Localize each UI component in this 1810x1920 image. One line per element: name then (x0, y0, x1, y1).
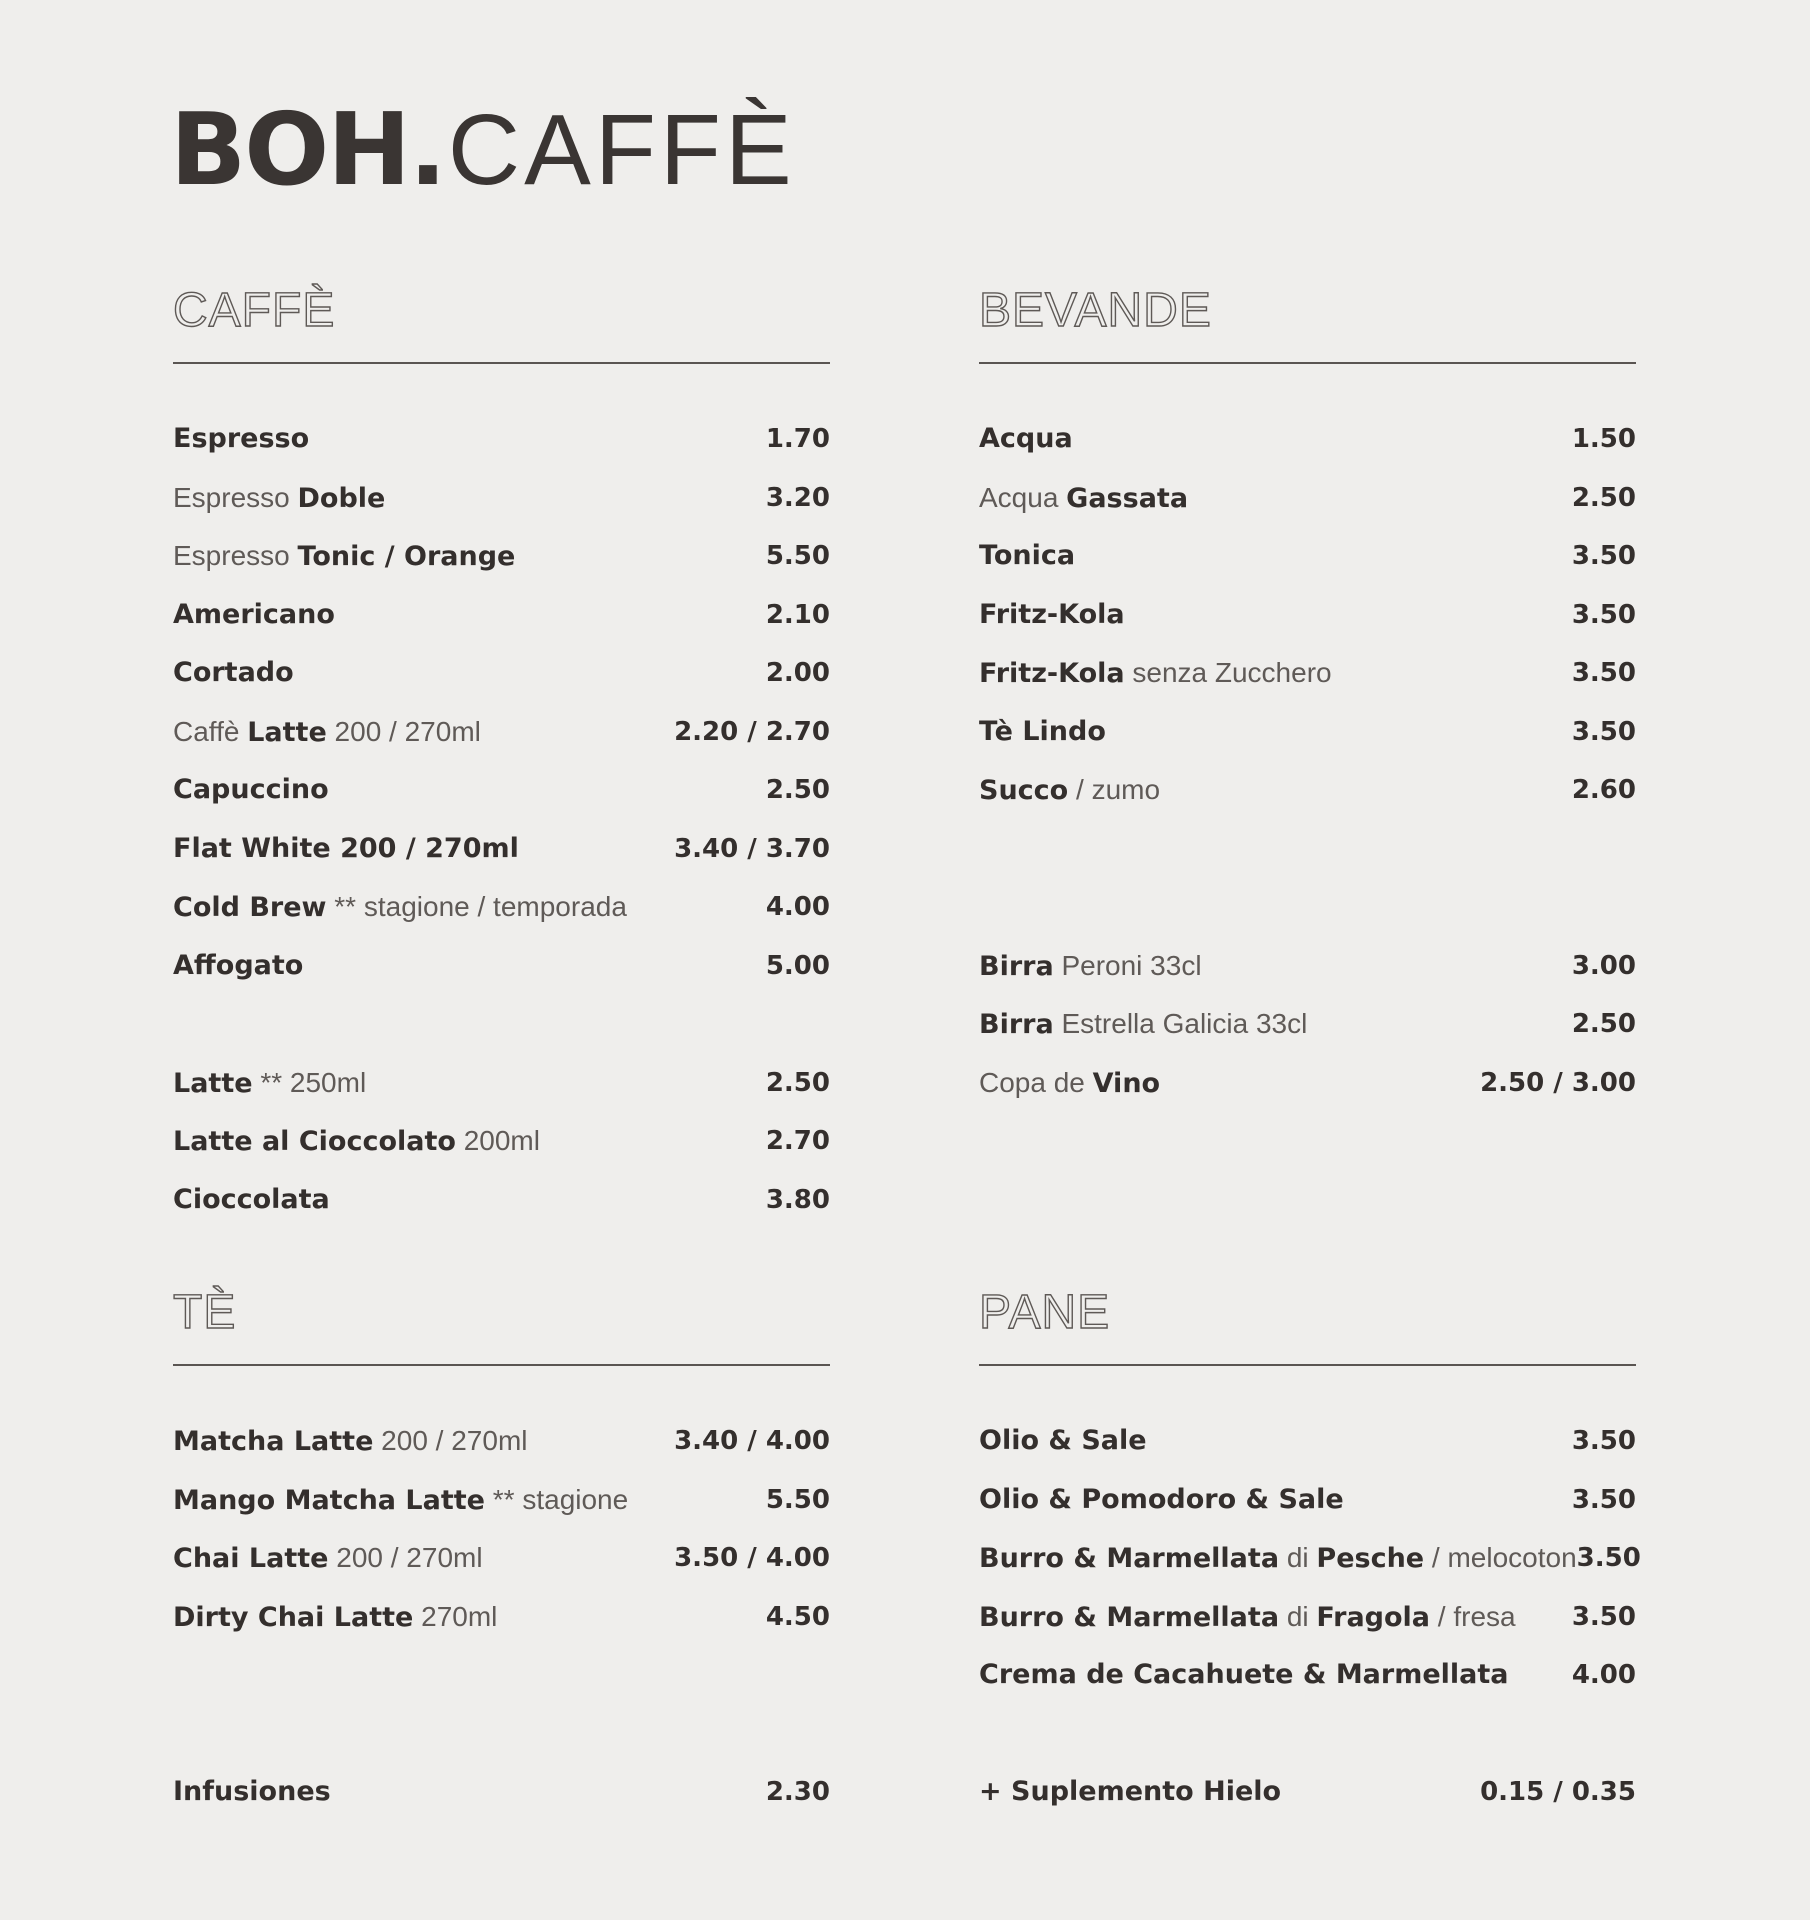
menu-item-name-part: + Suplemento Hielo (979, 1776, 1282, 1807)
menu-item-name-part: Doble (297, 482, 386, 514)
menu-item-name-part: Chai Latte (173, 1543, 329, 1574)
menu-item-name-part: Infusiones (173, 1776, 331, 1807)
menu-item-name (979, 1054, 1160, 1113)
menu-item (173, 761, 830, 820)
menu-item-name-part: Fragola (1316, 1601, 1431, 1633)
menu-item-name-part: Latte (173, 1067, 253, 1099)
menu-item-name-part: Mango Matcha Latte (173, 1484, 485, 1516)
menu-item (173, 703, 830, 762)
menu-item-name-part: Cioccolata (173, 1183, 330, 1215)
menu-item (979, 527, 1636, 586)
section-divider (979, 362, 1636, 364)
menu-item-name-part: Peroni 33cl (1053, 949, 1202, 981)
menu-item (173, 1412, 830, 1471)
menu-item-name (173, 527, 515, 586)
menu-item (173, 1054, 830, 1113)
menu-item-name-part: Espresso (173, 540, 298, 571)
menu-item-name-part: Burro & Marmellata (979, 1543, 1280, 1574)
section-te (173, 1278, 830, 1822)
logo-name: CAFFÈ (447, 94, 796, 206)
menu-item-price: 3.50 (1571, 716, 1636, 747)
menu-item (173, 1529, 830, 1588)
menu-item (979, 937, 1636, 996)
menu-item-price: 3.80 (765, 1184, 830, 1215)
menu-item-name-part: / fresa (1430, 1600, 1516, 1632)
menu-item-price: 2.50 / 3.00 (1480, 1067, 1636, 1098)
menu-item (173, 937, 830, 996)
menu-item-name (173, 820, 519, 879)
menu-item-price: 2.50 (1571, 482, 1636, 513)
menu-item (979, 1412, 1636, 1471)
menu-item-name-part: Latte (247, 716, 327, 748)
menu-item-name-part: Espresso (173, 481, 298, 513)
menu-item-name-part: Succo (979, 775, 1069, 806)
section-caffe (173, 276, 830, 1229)
menu-item (979, 1763, 1636, 1822)
menu-item-name-part: / zumo (1068, 774, 1161, 805)
menu-item-name (979, 527, 1075, 586)
menu-item-name (173, 1588, 497, 1647)
menu-item-name-part: Burro & Marmellata (979, 1601, 1280, 1633)
menu-item (173, 1471, 830, 1530)
menu-item-name (173, 410, 309, 469)
menu-item-name-part: Estrella Galicia 33cl (1053, 1008, 1308, 1039)
menu-item-name-part: Cold Brew (173, 892, 327, 923)
menu-item (979, 469, 1636, 528)
menu-item (173, 527, 830, 586)
menu-item-name (173, 1112, 540, 1171)
menu-item-name (173, 1529, 483, 1588)
menu-item (173, 410, 830, 469)
menu-item (979, 703, 1636, 762)
menu-item-name (979, 703, 1106, 762)
menu-item-price: 2.00 (765, 658, 830, 688)
menu-item-price: 5.50 (765, 1484, 830, 1515)
menu-item-name (979, 1763, 1281, 1822)
logo-brand: BOH (170, 91, 409, 208)
menu-item-name (173, 1412, 528, 1471)
menu-item (979, 1054, 1636, 1113)
menu-item-price: 3.50 (1571, 1484, 1636, 1515)
menu-item-name (979, 469, 1188, 528)
menu-item-name-part: Vino (1092, 1067, 1161, 1099)
menu-item-price: 3.50 (1571, 599, 1636, 630)
menu-item-name (979, 937, 1202, 996)
menu-item-name (173, 703, 481, 762)
menu-item (979, 1646, 1636, 1705)
menu-item-name-part: 270ml (413, 1600, 498, 1632)
menu-item-price: 2.10 (765, 599, 830, 630)
menu-item-price: 3.50 (1571, 1601, 1636, 1632)
menu-item-name (173, 1471, 628, 1530)
menu-item-name (173, 878, 627, 937)
menu-item-name (979, 1471, 1344, 1530)
menu-item-name-part: Tonica (979, 540, 1076, 571)
menu-item-name-part: 200 / 270ml (326, 715, 481, 747)
menu-item-name-part: di (1279, 1542, 1317, 1573)
section-divider (173, 362, 830, 364)
menu-item-name (173, 937, 303, 996)
menu-item-price: 2.50 (765, 1067, 830, 1098)
menu-item (173, 1171, 830, 1230)
menu-item-name (173, 1171, 330, 1230)
menu-item (979, 761, 1636, 820)
menu-item (173, 1112, 830, 1171)
menu-item (979, 410, 1636, 469)
menu-item-price: 4.50 (765, 1601, 830, 1632)
menu-item-name-part: 200 / 270ml (328, 1542, 483, 1573)
menu-item (173, 1588, 830, 1647)
menu-item-name-part: Birra (979, 1009, 1054, 1040)
section-title: CAFFÈ (173, 284, 336, 337)
menu-item-name-part: Affogato (173, 949, 304, 981)
menu-item (979, 586, 1636, 645)
logo-dot: . (408, 91, 448, 208)
menu-item-name-part: Americano (173, 598, 335, 630)
menu-item (173, 586, 830, 645)
menu-item-name-part: Latte al Cioccolato (173, 1126, 456, 1157)
menu-item-name-part: Flat White 200 / 270ml (173, 832, 519, 864)
section-divider (173, 1364, 830, 1366)
menu-item-name (173, 644, 294, 703)
menu-item-price: 3.50 / 4.00 (674, 1543, 830, 1573)
menu-item-name (979, 1412, 1147, 1471)
menu-item-name-part: Copa de (979, 1066, 1093, 1098)
menu-item-price: 2.50 (1571, 1009, 1636, 1039)
menu-list (979, 1412, 1641, 1822)
menu-item-name (979, 410, 1073, 469)
section-title: PANE (979, 1286, 1111, 1339)
menu-item (173, 820, 830, 879)
menu-item-price: 1.50 (1571, 424, 1636, 454)
menu-item (979, 1471, 1636, 1530)
menu-item-price: 2.30 (765, 1777, 830, 1807)
menu-item-name (173, 586, 335, 645)
menu-item (173, 644, 830, 703)
section-pane (979, 1278, 1641, 1822)
menu-item (173, 878, 830, 937)
menu-item (979, 1529, 1641, 1588)
menu-item-name (979, 995, 1307, 1054)
section-divider (979, 1364, 1636, 1366)
menu-item (173, 1763, 830, 1822)
menu-item-name (173, 469, 385, 528)
menu-item-name (979, 1529, 1577, 1588)
menu-item-price: 4.00 (1571, 1660, 1636, 1690)
menu-item (173, 469, 830, 528)
menu-item-price: 2.20 / 2.70 (674, 716, 830, 747)
menu-item-price: 3.20 (765, 482, 830, 513)
menu-item-name (173, 1763, 331, 1822)
menu-item (979, 1588, 1636, 1647)
menu-item-name-part: Fritz-Kola (979, 658, 1125, 689)
menu-item-name (173, 1054, 366, 1113)
menu-item-name-part: Cortado (173, 657, 294, 688)
menu-item-price: 2.50 (765, 775, 830, 805)
menu-item-name-part: Capuccino (173, 774, 329, 805)
menu-item-name-part: Acqua (979, 423, 1073, 454)
menu-item-name-part: Olio & Pomodoro & Sale (979, 1483, 1344, 1515)
menu-item-name-part: Tè Lindo (979, 715, 1106, 747)
menu-item-name-part: ** stagione / temporada (326, 891, 627, 922)
menu-item-price: 5.50 (765, 541, 830, 571)
logo (170, 90, 796, 210)
section-title: TÈ (173, 1286, 237, 1339)
menu-item-name-part: Dirty Chai Latte (173, 1601, 414, 1633)
menu-item-name (979, 1588, 1516, 1647)
menu-item-name-part: Crema de Cacahuete & Marmellata (979, 1659, 1509, 1690)
menu-item-price: 3.50 (1571, 658, 1636, 688)
menu-item-price: 3.00 (1571, 950, 1636, 981)
menu-item-price: 3.50 (1576, 1543, 1641, 1573)
menu-item-name-part: 200 / 270ml (373, 1425, 528, 1456)
menu-item-price: 2.60 (1571, 775, 1636, 805)
menu-item-price: 0.15 / 0.35 (1480, 1777, 1636, 1807)
menu-item-name (173, 761, 329, 820)
menu-item-name-part: Gassata (1066, 482, 1189, 514)
menu-item (979, 644, 1636, 703)
menu-item-price: 1.70 (765, 424, 830, 454)
menu-item-name (979, 1646, 1509, 1705)
menu-item-name-part: di (1279, 1600, 1317, 1632)
menu-item-name-part: / melocoton (1424, 1542, 1577, 1573)
menu-list (173, 1412, 830, 1822)
menu-item-name-part: Acqua (979, 481, 1067, 513)
menu-item-name-part: Birra (979, 950, 1054, 982)
menu-item-name-part: Tonic / Orange (297, 541, 516, 572)
menu-item-name (979, 761, 1160, 820)
menu-item-name-part: Pesche (1316, 1543, 1425, 1574)
menu-item-name-part: Espresso (173, 423, 310, 454)
menu-list (979, 410, 1636, 1112)
menu-item-price: 5.00 (765, 950, 830, 981)
section-title: BEVANDE (979, 284, 1212, 337)
menu-item-price: 2.70 (765, 1126, 830, 1156)
menu-item-price: 3.50 (1571, 541, 1636, 571)
menu-item-name-part: senza Zucchero (1124, 657, 1332, 688)
menu-item (979, 995, 1636, 1054)
menu-item-name (979, 586, 1125, 645)
menu-item-price: 3.40 / 4.00 (674, 1426, 830, 1456)
menu-item-name (979, 644, 1332, 703)
menu-item-name-part: ** 250ml (252, 1066, 367, 1098)
menu-item-name-part: ** stagione (484, 1483, 629, 1515)
menu-item-name-part: Olio & Sale (979, 1425, 1147, 1456)
menu-item-price: 4.00 (765, 892, 830, 922)
menu-item-price: 3.50 (1571, 1426, 1636, 1456)
menu-list (173, 410, 830, 1229)
menu-item-price: 3.40 / 3.70 (674, 833, 830, 864)
menu-item-name-part: Caffè (173, 715, 248, 747)
menu-item-name-part: 200ml (455, 1125, 540, 1156)
section-bevande (979, 276, 1636, 1112)
menu-item-name-part: Fritz-Kola (979, 598, 1125, 630)
menu-item-name-part: Matcha Latte (173, 1426, 374, 1457)
